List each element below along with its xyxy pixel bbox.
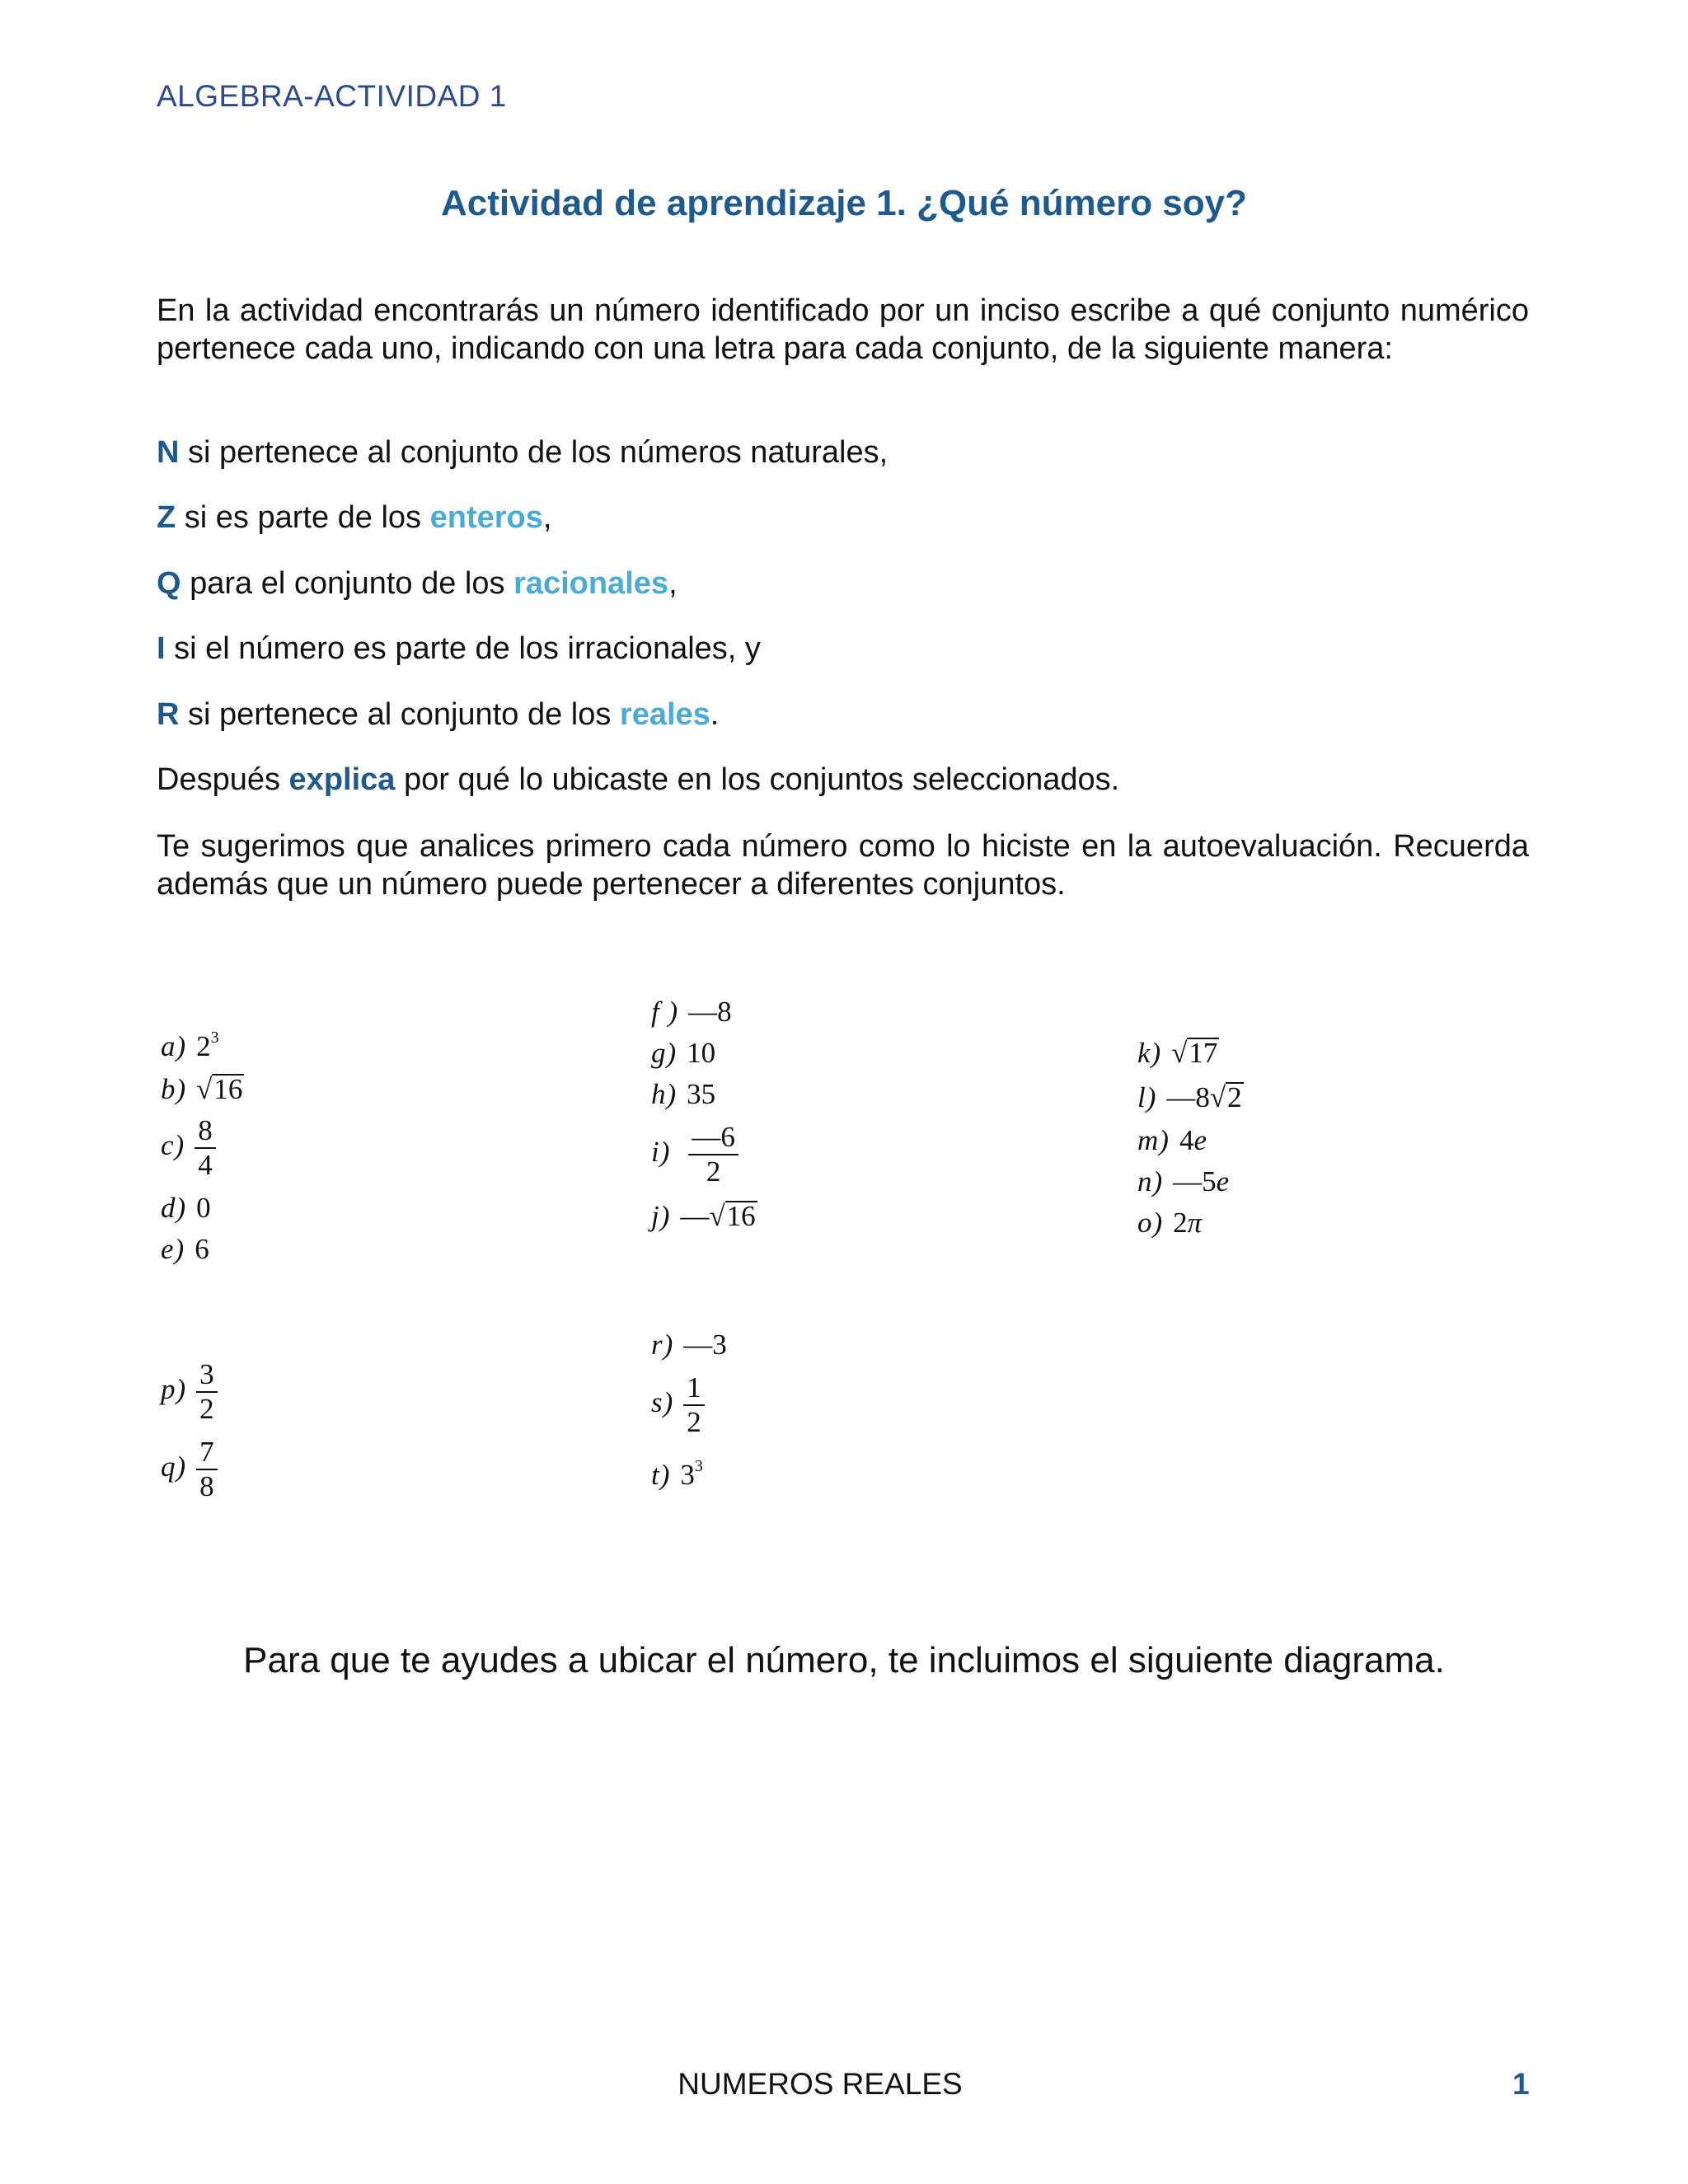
item-p-numerator: 3	[196, 1358, 218, 1393]
item-a	[161, 1029, 219, 1063]
item-q-label: q)	[161, 1451, 187, 1483]
item-l	[1137, 1081, 1244, 1114]
item-s-numerator: 1	[683, 1371, 705, 1406]
item-t-exponent: 3	[694, 1457, 703, 1475]
item-b-sqrt: √16	[196, 1073, 243, 1105]
item-c-numerator: 8	[195, 1114, 216, 1149]
item-q-fraction	[196, 1436, 218, 1503]
item-c	[161, 1114, 216, 1182]
item-k-label: k)	[1137, 1037, 1162, 1069]
set-z-pre: si es parte de los	[176, 500, 430, 535]
despues-post: por qué lo ubicaste en los conjuntos seleccionados.	[395, 762, 1120, 797]
item-l-label: l)	[1137, 1081, 1157, 1113]
item-g-value: 10	[687, 1037, 716, 1069]
item-c-fraction	[195, 1114, 216, 1182]
diagram-intro-text: Para que te ayudes a ubicar el número, te incluimos el siguiente diagrama.	[243, 1640, 1445, 1680]
item-e	[161, 1233, 209, 1266]
item-j-radicand: 16	[726, 1200, 756, 1232]
item-l-sqrt: √2	[1209, 1081, 1242, 1113]
despues-highlight: explica	[288, 762, 396, 797]
set-n-letter: N	[157, 435, 180, 470]
item-h-value: 35	[687, 1078, 716, 1110]
item-s	[651, 1371, 705, 1439]
item-s-denominator: 2	[687, 1406, 701, 1438]
item-p-label: p)	[161, 1373, 187, 1406]
set-q-pre: para el conjunto de los	[181, 566, 514, 601]
item-l-coef: —8	[1166, 1081, 1210, 1113]
item-m	[1137, 1124, 1207, 1157]
set-z-post: ,	[542, 500, 552, 535]
item-i-denominator: 2	[706, 1155, 721, 1188]
item-q-numerator: 7	[196, 1436, 218, 1470]
item-m-symbol: e	[1193, 1124, 1207, 1156]
item-t-base: 3	[680, 1459, 695, 1491]
set-z-highlight: enteros	[429, 500, 543, 535]
item-n-coef: —5	[1173, 1165, 1217, 1197]
page-number: 1	[1512, 2067, 1530, 2101]
item-k-radicand: 17	[1189, 1037, 1218, 1069]
item-a-label: a)	[161, 1030, 187, 1062]
item-p-denominator: 2	[199, 1393, 214, 1425]
item-n-label: n)	[1137, 1165, 1164, 1197]
item-f	[651, 996, 732, 1029]
item-e-value: 6	[195, 1233, 209, 1265]
item-c-denominator: 4	[198, 1149, 213, 1181]
set-z-line	[157, 500, 551, 536]
item-h	[651, 1078, 715, 1111]
set-r-highlight: reales	[619, 697, 710, 732]
item-p	[161, 1358, 218, 1426]
item-a-exponent: 3	[210, 1029, 219, 1047]
page-footer: NUMEROS REALES	[678, 2067, 963, 2101]
page-title: Actividad de aprendizaje 1. ¿Qué número soy?	[440, 183, 1247, 223]
item-t	[651, 1457, 703, 1492]
item-r	[651, 1329, 727, 1361]
item-j-sign: —	[680, 1200, 710, 1232]
item-g	[651, 1037, 715, 1070]
item-q-denominator: 8	[199, 1470, 214, 1502]
item-s-fraction	[683, 1371, 705, 1439]
set-n-line	[157, 435, 888, 471]
set-r-post: .	[710, 697, 720, 732]
item-t-label: t)	[651, 1459, 671, 1491]
item-s-label: s)	[651, 1386, 674, 1419]
despues-pre: Después	[157, 762, 289, 797]
set-r-line	[157, 697, 719, 733]
item-f-label: f )	[651, 996, 679, 1028]
set-r-letter: R	[157, 697, 180, 732]
item-i-fraction	[688, 1121, 738, 1188]
item-j-sqrt: √16	[709, 1200, 756, 1232]
set-q-highlight: racionales	[513, 566, 669, 601]
item-i-label: i)	[651, 1136, 671, 1169]
page-header: ALGEBRA-ACTIVIDAD 1	[157, 79, 507, 113]
item-d-label: d)	[161, 1192, 187, 1224]
set-i-text: si el número es parte de los irracionales, y	[165, 631, 761, 666]
item-r-label: r)	[651, 1329, 674, 1361]
item-b-radicand: 16	[213, 1073, 243, 1105]
item-h-label: h)	[651, 1078, 678, 1110]
item-o-label: o)	[1137, 1207, 1164, 1239]
item-i-numerator: —6	[688, 1121, 738, 1155]
suggestion-paragraph: Te sugerimos que analices primero cada número como lo hiciste en la autoevaluación. Recuerda además que un número puede pertenecer a diferentes conjuntos.	[157, 829, 1529, 902]
item-i	[651, 1121, 738, 1188]
intro-paragraph: En la actividad encontrarás un número identificado por un inciso escribe a qué conjunto numérico pertenece cada uno, indicando con una letra para cada conjunto, de la siguiente manera:	[157, 293, 1529, 366]
item-o-symbol: π	[1187, 1207, 1203, 1239]
item-f-value: —8	[688, 996, 732, 1028]
item-a-base: 2	[196, 1030, 211, 1062]
item-j-label: j)	[651, 1200, 671, 1232]
item-c-label: c)	[161, 1129, 185, 1162]
despues-line	[157, 762, 1119, 798]
set-q-letter: Q	[157, 566, 181, 601]
item-k-sqrt: √17	[1171, 1037, 1218, 1069]
item-b-label: b)	[161, 1073, 187, 1105]
set-i-line	[157, 631, 761, 667]
set-n-text: si pertenece al conjunto de los números naturales,	[179, 435, 889, 470]
item-d-value: 0	[196, 1192, 211, 1224]
set-r-pre: si pertenece al conjunto de los	[179, 697, 620, 732]
item-m-label: m)	[1137, 1124, 1170, 1156]
set-i-letter: I	[157, 631, 166, 666]
item-l-radicand: 2	[1227, 1081, 1242, 1113]
item-b	[161, 1073, 244, 1106]
set-q-post: ,	[668, 566, 678, 601]
item-e-label: e)	[161, 1233, 185, 1265]
item-m-coef: 4	[1179, 1124, 1194, 1156]
item-n-symbol: e	[1216, 1165, 1230, 1197]
item-p-fraction	[196, 1358, 218, 1426]
item-q	[161, 1436, 218, 1503]
item-g-label: g)	[651, 1037, 678, 1069]
item-k	[1137, 1037, 1219, 1070]
item-o-coef: 2	[1173, 1207, 1188, 1239]
item-d	[161, 1192, 211, 1225]
set-q-line	[157, 566, 678, 602]
item-r-value: —3	[683, 1329, 727, 1361]
set-z-letter: Z	[157, 500, 176, 535]
item-n	[1137, 1165, 1229, 1198]
item-o	[1137, 1207, 1202, 1240]
item-j	[651, 1200, 757, 1233]
